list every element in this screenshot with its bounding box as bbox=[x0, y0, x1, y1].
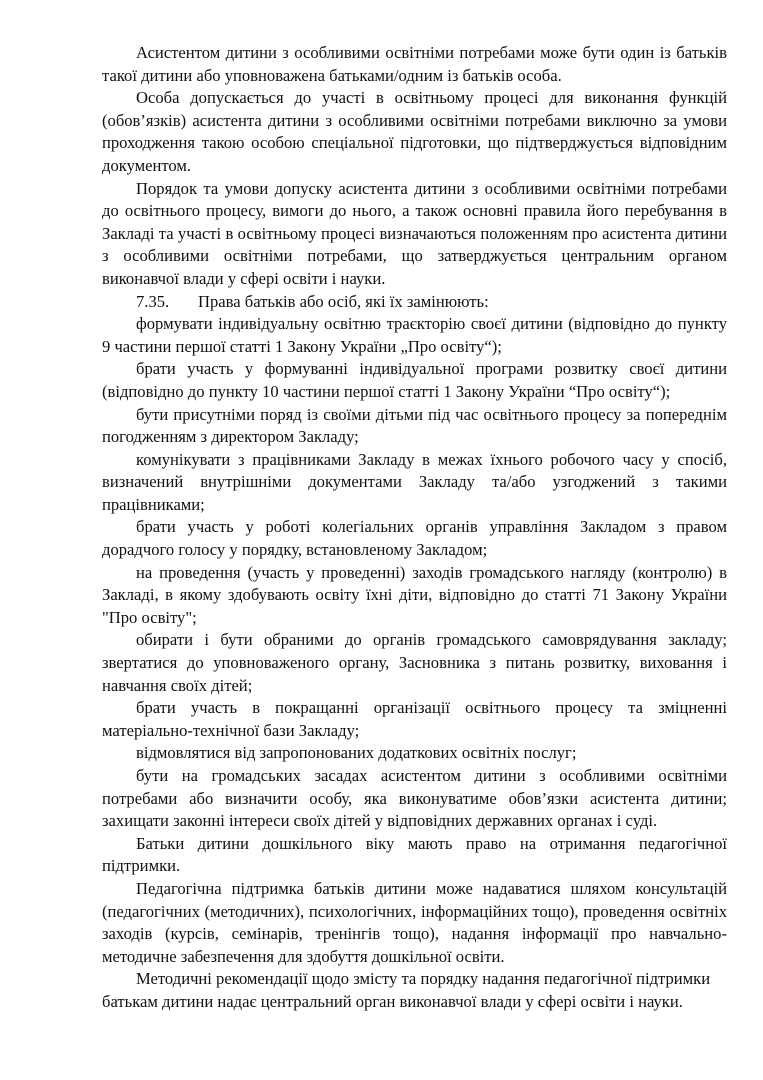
list-item-right: бути присутніми поряд із своїми дітьми під час освітнього процесу за попереднім погодженням з директором Закладу; bbox=[102, 404, 727, 447]
list-item-right: брати участь у роботі колегіальних органів управління Закладом з правом дорадчого голосу у порядку, встановленому Закладом; bbox=[102, 517, 727, 560]
paragraph-assistant-definition: Асистентом дитини з особливими освітніми потребами може бути один із батьків такої дитини або уповноважена батьками/одним із батьків особа. bbox=[102, 43, 727, 85]
section-heading-parents-rights bbox=[102, 291, 727, 314]
paragraph-pedagogical-support-forms: Педагогічна підтримка батьків дитини може надаватися шляхом консультацій (педагогічних (методичних), психологічних, інформаційних тощо), проведення освітніх заходів (курсів, семінарів, тренінгів тощо), надання інформації про навчально-методичне забезпечення для здобуття дошкільної освіти. bbox=[102, 878, 727, 966]
list-item-right: відмовлятися від запропонованих додаткових освітніх послуг; bbox=[136, 743, 577, 763]
list-item-right: формувати індивідуальну освітню траєкторію своєї дитини (відповідно до пункту 9 частини першої статті 1 Закону України „Про освіту“); bbox=[102, 314, 727, 356]
section-title: Права батьків або осіб, які їх замінюють: bbox=[198, 291, 489, 311]
list-item-right: брати участь в покращанні організації освітнього процесу та зміцненні матеріально-технічної бази Закладу; bbox=[102, 698, 727, 740]
list-item-right: на проведення (участь у проведенні) заходів громадського нагляду (контролю) в Закладі, в якому здобувають освіту їхні діти, відповідно до статті 71 Закону України "Про освіту"; bbox=[102, 562, 727, 627]
paragraph-assistant-admission: Особа допускається до участі в освітньому процесі для виконання функцій (обов’язків) асистента дитини з особливими освітніми потребами виключно за умови проходження такою особою спеціальної підготовки, що підтверджується відповідним документом. bbox=[102, 88, 727, 175]
list-item-right: обирати і бути обраними до органів громадського самоврядування закладу; звертатися до уповноваженого органу, Засновника з питань розвитку, виховання і навчання своїх дітей; bbox=[102, 630, 727, 695]
list-item-right: комунікувати з працівниками Закладу в межах їхнього робочого часу у спосіб, визначений внутрішніми документами Закладу та/або узгоджений з такими працівниками; bbox=[102, 449, 727, 514]
paragraph-assistant-procedure: Порядок та умови допуску асистента дитини з особливими освітніми потребами до освітнього процесу, вимоги до нього, а також основні правила його перебування в Закладі та участі в освітньому процесі визначаються положенням про асистента дитини з особливими освітніми потребами, що затверджується центральним органом виконавчої влади у сфері освіти і науки. bbox=[102, 178, 727, 288]
paragraph-methodical-recommendations: Методичні рекомендації щодо змісту та порядку надання педагогічної підтримки батькам дитини надає центральний орган виконавчої влади у сфері освіти і науки. bbox=[102, 969, 711, 1011]
paragraph-pedagogical-support-right: Батьки дитини дошкільного віку мають право на отримання педагогічної підтримки. bbox=[102, 833, 727, 876]
list-item-right: брати участь у формуванні індивідуальної програми розвитку своєї дитини (відповідно до пункту 10 частини першої статті 1 Закону України “Про освіту“); bbox=[102, 359, 727, 401]
section-number: 7.35. bbox=[136, 291, 170, 311]
list-item-right: бути на громадських засадах асистентом дитини з особливими освітніми потребами або визначити особу, яка виконуватиме обов’язки асистента дитини; захищати законні інтереси своїх дітей у відповідних державних органах і суді. bbox=[102, 766, 727, 831]
